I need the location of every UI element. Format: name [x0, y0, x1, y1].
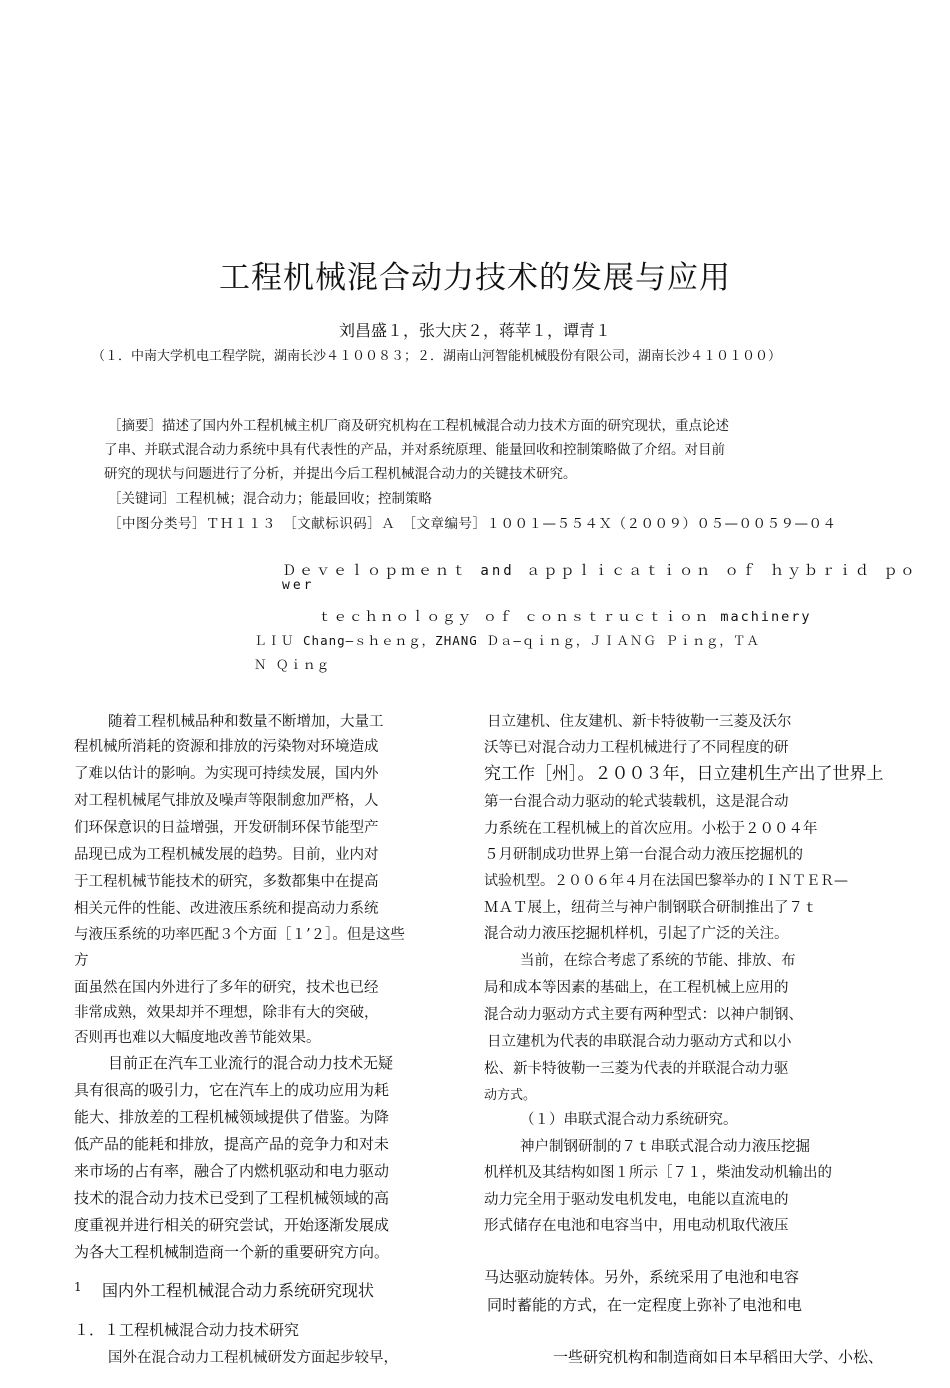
author-list: 刘昌盛１，张大庆２，蒋苹１，谭青１ [338, 321, 611, 340]
body-line: 神户制钢研制的７ｔ串联式混合动力液压挖掘 [520, 1139, 810, 1155]
body-line: 混合动力液压挖掘机样机，引起了广泛的关注。 [484, 926, 789, 942]
paper-title: 工程机械混合动力技术的发展与应用 [219, 260, 731, 296]
body-line: 混合动力驱动方式主要有两种型式：以神户制钢、 [484, 1007, 803, 1023]
body-line: 与液压系统的功率匹配３个方面［１’２］。但是这些 [74, 927, 405, 943]
english-authors-line: Ｎ Ｑｉｎｇ [254, 657, 331, 672]
body-line: 马达驱动旋转体。另外，系统采用了电池和电容 [484, 1268, 800, 1286]
body-line: 随着工程机械品种和数量不断增加，大量工 [108, 714, 384, 730]
body-line: 日立建机、住友建机、新卡特彼勒一三菱及沃尔 [487, 714, 792, 730]
body-line: 第一台混合动力驱动的轮式装载机，这是混合动 [484, 794, 789, 810]
body-line: 度重视并进行相关的研究尝试，开始逐渐发展成 [74, 1216, 390, 1234]
body-line: 相关元件的性能、改进液压系统和提高动力系统 [74, 901, 379, 917]
body-line: （１）串联式混合动力系统研究。 [520, 1112, 738, 1128]
english-title-line: ｔｅｃｈｎｏｌｏｇｙ ｏｆ ｃｏｎｓｔｒｕｃｔｉｏｎ machinery [318, 609, 812, 625]
body-line: 目前正在汽车工业流行的混合动力技术无疑 [108, 1054, 394, 1072]
section-heading: 国内外工程机械混合动力系统研究现状 [102, 1281, 375, 1300]
body-line: 沃等已对混合动力工程机械进行了不同程度的研 [484, 740, 789, 756]
english-title-line: wer [282, 578, 315, 593]
body-line: 日立建机为代表的串联混合动力驱动方式和以小 [487, 1034, 792, 1050]
body-line: 试验机型。２００６年４月在法国巴黎举办的ＩＮＴＥＲ— [484, 873, 848, 889]
body-line: 方 [74, 953, 89, 969]
abstract-line: ［摘要］描述了国内外工程机械主机厂商及研究机构在工程机械混合动力技术方面的研究现状，重点论述 [108, 418, 729, 434]
section-number: 1 [74, 1280, 82, 1294]
english-title-line: Ｄｅｖｅｌｏｐｍｅｎｔ and ａｐｐｌｉｃａｔｉｏｎ ｏｆ ｈｙｂｒｉｄ ｐｏ [282, 563, 918, 579]
body-line: ５月研制成功世界上第一台混合动力液压挖掘机的 [484, 847, 803, 863]
body-line: 们环保意识的日益增强，开发研制环保节能型产 [74, 820, 379, 836]
body-line: 究工作［州］。２００３年，日立建机生产出了世界上 [484, 764, 884, 784]
body-line: 了难以估计的影响。为实现可持续发展，国内外 [74, 766, 379, 782]
body-line: 力系统在工程机械上的首次应用。小松于２００４年 [484, 821, 818, 837]
body-line: 为各大工程机械制造商一个新的重要研究方向。 [74, 1243, 390, 1261]
classification-line: ［中图分类号］ＴＨ１１３ ［文献标识码］Ａ ［文章编号］１００１—５５４Ｘ（２００９）０５—００５９—０４ [108, 516, 837, 532]
body-line: 具有很高的吸引力，它在汽车上的成功应用为耗 [74, 1081, 390, 1099]
body-line: 国外在混合动力工程机械研发方面起步较早， [108, 1350, 398, 1366]
abstract-line: 研究的现状与问题进行了分析，并提出今后工程机械混合动力的关键技术研究。 [104, 466, 577, 482]
body-line: 程机械所消耗的资源和排放的污染物对环境造成 [74, 739, 379, 755]
subsection-heading: １．１工程机械混合动力技术研究 [74, 1321, 300, 1339]
body-line: 松、新卡特彼勒一三菱为代表的并联混合动力驱 [484, 1061, 789, 1077]
body-line: 否则再也难以大幅度地改善节能效果。 [74, 1030, 321, 1046]
body-line: 对工程机械尾气排放及噪声等限制愈加严格，人 [74, 793, 379, 809]
body-line: 来市场的占有率，融合了内燃机驱动和电力驱动 [74, 1162, 390, 1180]
keywords-line: ［关键词］工程机械；混合动力；能最回收；控制策略 [108, 491, 432, 507]
body-line: 局和成本等因素的基础上，在工程机械上应用的 [484, 980, 789, 996]
body-line: ＭＡＴ展上，纽荷兰与神户制钢联合研制推出了７ｔ [484, 900, 818, 916]
body-line: 机样机及其结构如图１所示［７１，柴油发动机输出的 [484, 1165, 832, 1181]
body-line: 品现已成为工程机械发展的趋势。目前，业内对 [74, 847, 379, 863]
body-line: 非常成熟，效果却并不理想，除非有大的突破， [74, 1005, 379, 1021]
body-line: 同时蓄能的方式，在一定程度上弥补了电池和电 [487, 1296, 803, 1314]
body-line: 技术的混合动力技术已受到了工程机械领域的高 [74, 1189, 390, 1207]
body-line: 面虽然在国内外进行了多年的研究，技术也已经 [74, 980, 379, 996]
body-line: 形式储存在电池和电容当中，用电动机取代液压 [484, 1218, 789, 1234]
affiliation: （１．中南大学机电工程学院，湖南长沙４１００８３；２．湖南山河智能机械股份有限公司，湖南长沙４１０１００） [92, 349, 782, 364]
body-line: 能大、排放差的工程机械领域提供了借鉴。为降 [74, 1108, 390, 1126]
body-line: 低产品的能耗和排放，提高产品的竞争力和对未 [74, 1135, 390, 1153]
english-authors-line: ＬＩＵ Chang—ｓｈｅｎｇ，ZHANG Ｄａ—ｑｉｎｇ，ＪＩＡＮＧ Ｐｉｎｇ，ＴＡ [254, 633, 760, 648]
body-line: 动方式。 [484, 1088, 537, 1103]
body-line: 一些研究机构和制造商如日本早稻田大学、小松、 [553, 1348, 884, 1366]
body-line: 动力完全用于驱动发电机发电，电能以直流电的 [484, 1192, 789, 1208]
abstract-line: 了串、并联式混合动力系统中具有代表性的产品，并对系统原理、能量回收和控制策略做了介绍。对目前 [104, 442, 725, 458]
body-line: 于工程机械节能技术的研究，多数都集中在提高 [74, 874, 379, 890]
body-line: 当前，在综合考虑了系统的节能、排放、布 [520, 953, 796, 969]
